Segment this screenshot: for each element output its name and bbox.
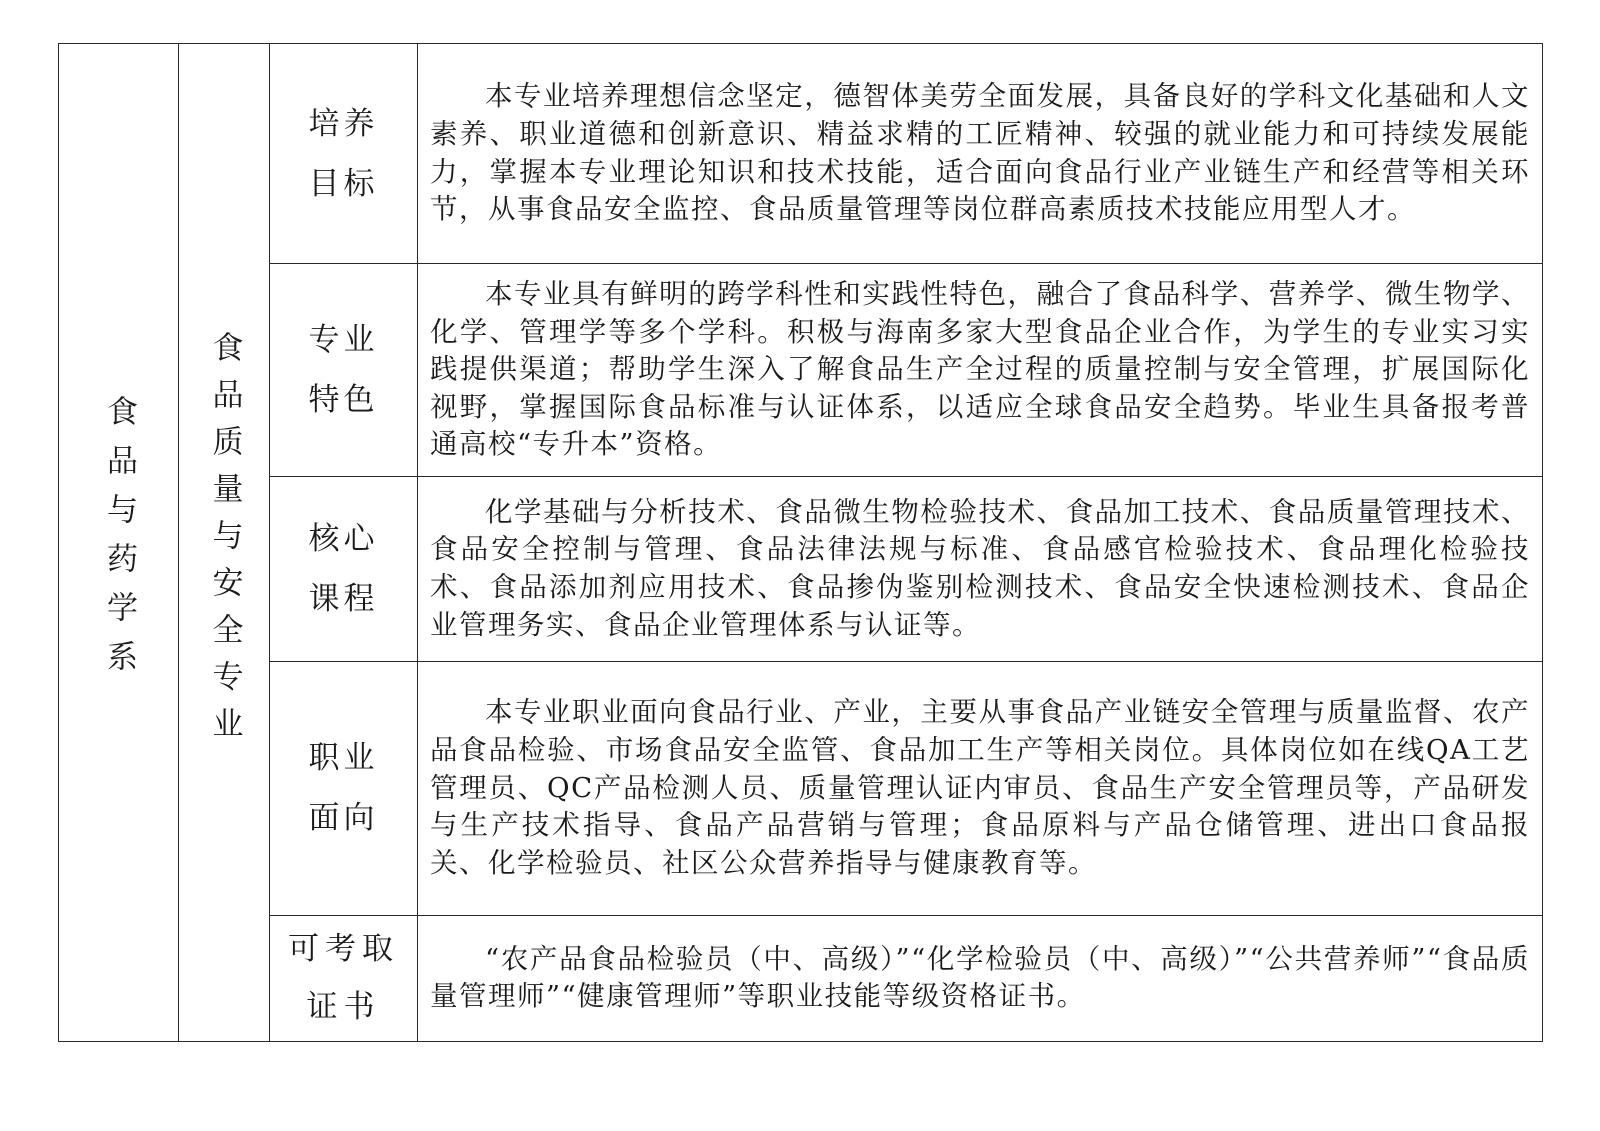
field-cell	[270, 476, 418, 661]
table-row	[59, 661, 1543, 915]
field-label-certificates: 可考取证书	[288, 931, 399, 1026]
field-label-training-goal: 培养目标	[308, 105, 379, 202]
content-career: 本专业职业面向食品行业、产业，主要从事食品产业链安全管理与质量监督、农产品食品检验、市场食品安全监管、食品加工生产等相关岗位。具体岗位如在线QA工艺管理员、QC产品检测人员、质量管理认证内审员、食品生产安全管理员等，产品研发与生产技术指导、食品产品营销与管理；食品原料与产品仓储管理、进出口食品报关、化学检验员、社区公众营养指导与健康教育等。	[430, 696, 1530, 879]
table-row	[59, 264, 1543, 477]
content-cell	[418, 476, 1543, 661]
content-features: 本专业具有鲜明的跨学科性和实践性特色，融合了食品科学、营养学、微生物学、化学、管理学等多个学科。积极与海南多家大型食品企业合作，为学生的专业实习实践提供渠道；帮助学生深入了解食品生产全过程的质量控制与安全管理，扩展国际化视野，掌握国际食品标准与认证体系，以适应全球食品安全趋势。毕业生具备报考普通高校“专升本”资格。	[430, 278, 1530, 461]
content-training-goal: 本专业培养理想信念坚定，德智体美劳全面发展，具备良好的学科文化基础和人文素养、职业道德和创新意识、精益求精的工匠精神、较强的就业能力和可持续发展能力，掌握本专业理论知识和技术技能，适合面向食品行业产业链生产和经营等相关环节，从事食品安全监控、食品质量管理等岗位群高素质技术技能应用型人才。	[430, 80, 1530, 226]
content-cell	[418, 44, 1543, 264]
field-label-career: 职业面向	[308, 740, 379, 837]
table-row	[59, 476, 1543, 661]
program-table	[58, 43, 1543, 1042]
field-cell	[270, 264, 418, 477]
field-label-core-courses: 核心课程	[308, 520, 379, 617]
content-cell	[418, 264, 1543, 477]
content-cell	[418, 661, 1543, 915]
table-row	[59, 44, 1543, 264]
content-cell	[418, 915, 1543, 1041]
field-label-features: 专业特色	[308, 321, 379, 418]
major-name: 食品质量与安全专业	[206, 330, 243, 754]
table-row	[59, 915, 1543, 1041]
field-cell	[270, 661, 418, 915]
field-cell	[270, 44, 418, 264]
content-core-courses: 化学基础与分析技术、食品微生物检验技术、食品加工技术、食品质量管理技术、食品安全控制与管理、食品法律法规与标准、食品感官检验技术、食品理化检验技术、食品添加剂应用技术、食品掺伪鉴别检测技术、食品安全快速检测技术、食品企业管理务实、食品企业管理体系与认证等。	[430, 495, 1530, 641]
department-cell	[59, 44, 179, 1042]
field-cell	[270, 915, 418, 1041]
content-certificates: “农产品食品检验员（中、高级）”“化学检验员（中、高级）”“公共营养师”“食品质量管理师”“健康管理师”等职业技能等级资格证书。	[430, 942, 1530, 1013]
department-name: 食品与药学系	[101, 395, 137, 690]
major-cell	[179, 44, 270, 1042]
